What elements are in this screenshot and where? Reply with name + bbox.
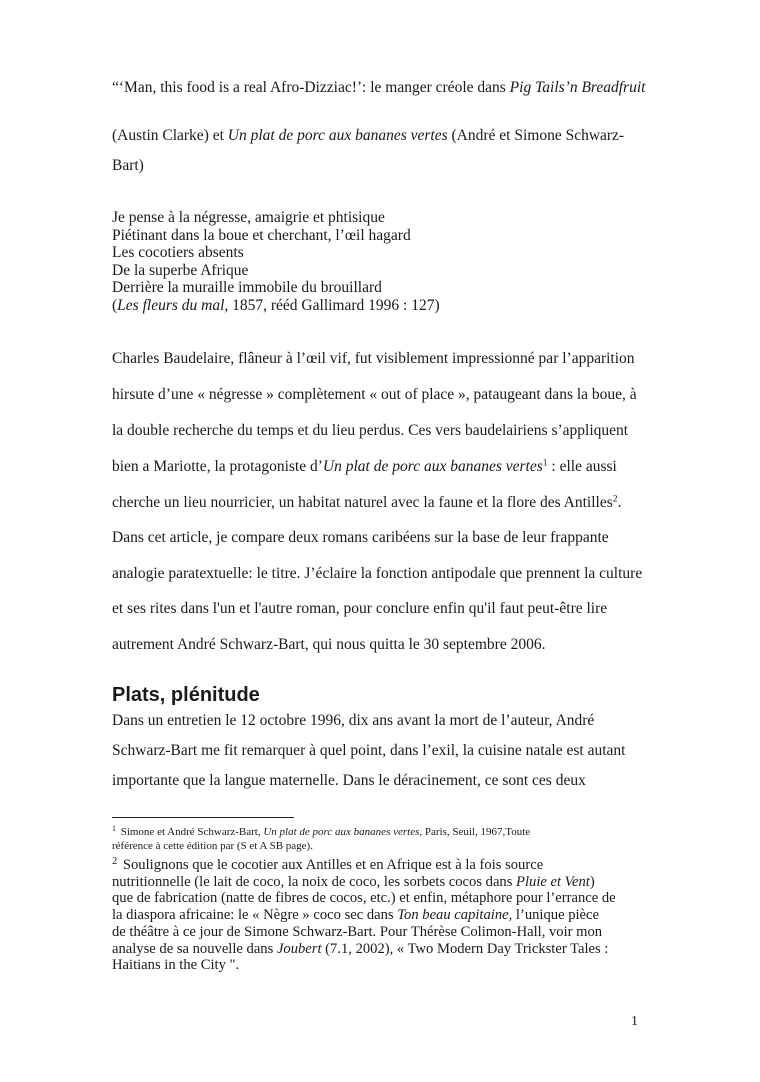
footnote-2: $^2$ Soulignons que le cocotier aux Antilles et en Afrique est à la fois source nutritionnelle (le lait de coco, la noix de coco, les sorbets cocos dans Pluie et Vent) que de fabrication (natte de fibres de cocos, etc.) et enfin, métaphore pour l’errance de la diaspora africaine: le « Nègre » coco sec dans Ton beau capitaine, l’unique pièce de théâtre à ce jour de Simone Schwarz-Bart. Pour Thérèse Colimon-Hall, voir mon analyse de sa nouvelle dans Joubert (7.1, 2002), « Two Modern Day Trickster Tales : Haitians in the City ". <box>112 855 616 974</box>
epigraph-line: Piétinant dans la boue et cherchant, l’œil hagard <box>112 226 411 244</box>
section-heading: Plats, plénitude <box>112 684 260 706</box>
intro-line: autrement André Schwarz-Bart, qui nous quitta le 30 septembre 2006. <box>112 636 546 653</box>
intro-line: Dans cet article, je compare deux romans caribéens sur la base de leur frappante <box>112 529 609 546</box>
section-line: Schwarz-Bart me fit remarquer à quel point, dans l’exil, la cuisine natale est autant <box>112 742 626 759</box>
intro-line: analogie paratextuelle: le titre. J’éclaire la fonction antipodale que prennent la culture <box>112 565 643 582</box>
footnote-1: $^1$ Simone et André Schwarz-Bart, Un plat de porc aux bananes vertes, Paris, Seuil, 1967,Toute référence à cette édition par (S et A SB page). <box>112 824 531 852</box>
article-title-line-3: Bart) <box>112 157 144 174</box>
intro-line: hirsute d’une « négresse » complètement « out of place », pataugeant dans la boue, à <box>112 386 637 403</box>
epigraph-line: De la superbe Afrique <box>112 261 249 279</box>
footnote-separator <box>112 817 294 818</box>
epigraph-line: Derrière la muraille immobile du brouillard <box>112 279 382 297</box>
intro-line: cherche un lieu nourricier, un habitat naturel avec la faune et la flore des Antilles$^2$. <box>112 493 622 511</box>
article-title-line-2: (Austin Clarke) et Un plat de porc aux bananes vertes (André et Simone Schwarz- <box>112 127 625 144</box>
intro-line: Charles Baudelaire, flâneur à l’œil vif, fut visiblement impressionné par l’apparition <box>112 350 635 367</box>
section-line: Dans un entretien le 12 octobre 1996, dix ans avant la mort de l’auteur, André <box>112 712 595 729</box>
page-number: 1 <box>631 1014 638 1029</box>
epigraph-line: Je pense à la négresse, amaigrie et phtisique <box>112 209 385 226</box>
footnote-ref-1: 1 <box>542 457 548 469</box>
footnote-ref-2: 2 <box>612 493 618 505</box>
intro-line: bien a Mariotte, la protagoniste d’Un plat de porc aux bananes vertes$^1$ : elle aussi <box>112 457 617 475</box>
article-title-line-1: “‘Man, this food is a real Afro-Dizziac!’: le manger créole dans Pig Tails’n Breadfruit <box>112 79 646 96</box>
intro-line: la double recherche du temps et du lieu perdus. Ces vers baudelairiens s’appliquent <box>112 422 629 439</box>
intro-line: et ses rites dans l'un et l'autre roman, pour conclure enfin qu'il faut peut-être lire <box>112 600 608 617</box>
epigraph <box>112 209 440 315</box>
section-line: importante que la langue maternelle. Dans le déracinement, ce sont ces deux <box>112 772 586 789</box>
epigraph-source: (Les fleurs du mal, 1857, rééd Gallimard 1996 : 127) <box>112 296 440 314</box>
epigraph-line: Les cocotiers absents <box>112 244 244 262</box>
